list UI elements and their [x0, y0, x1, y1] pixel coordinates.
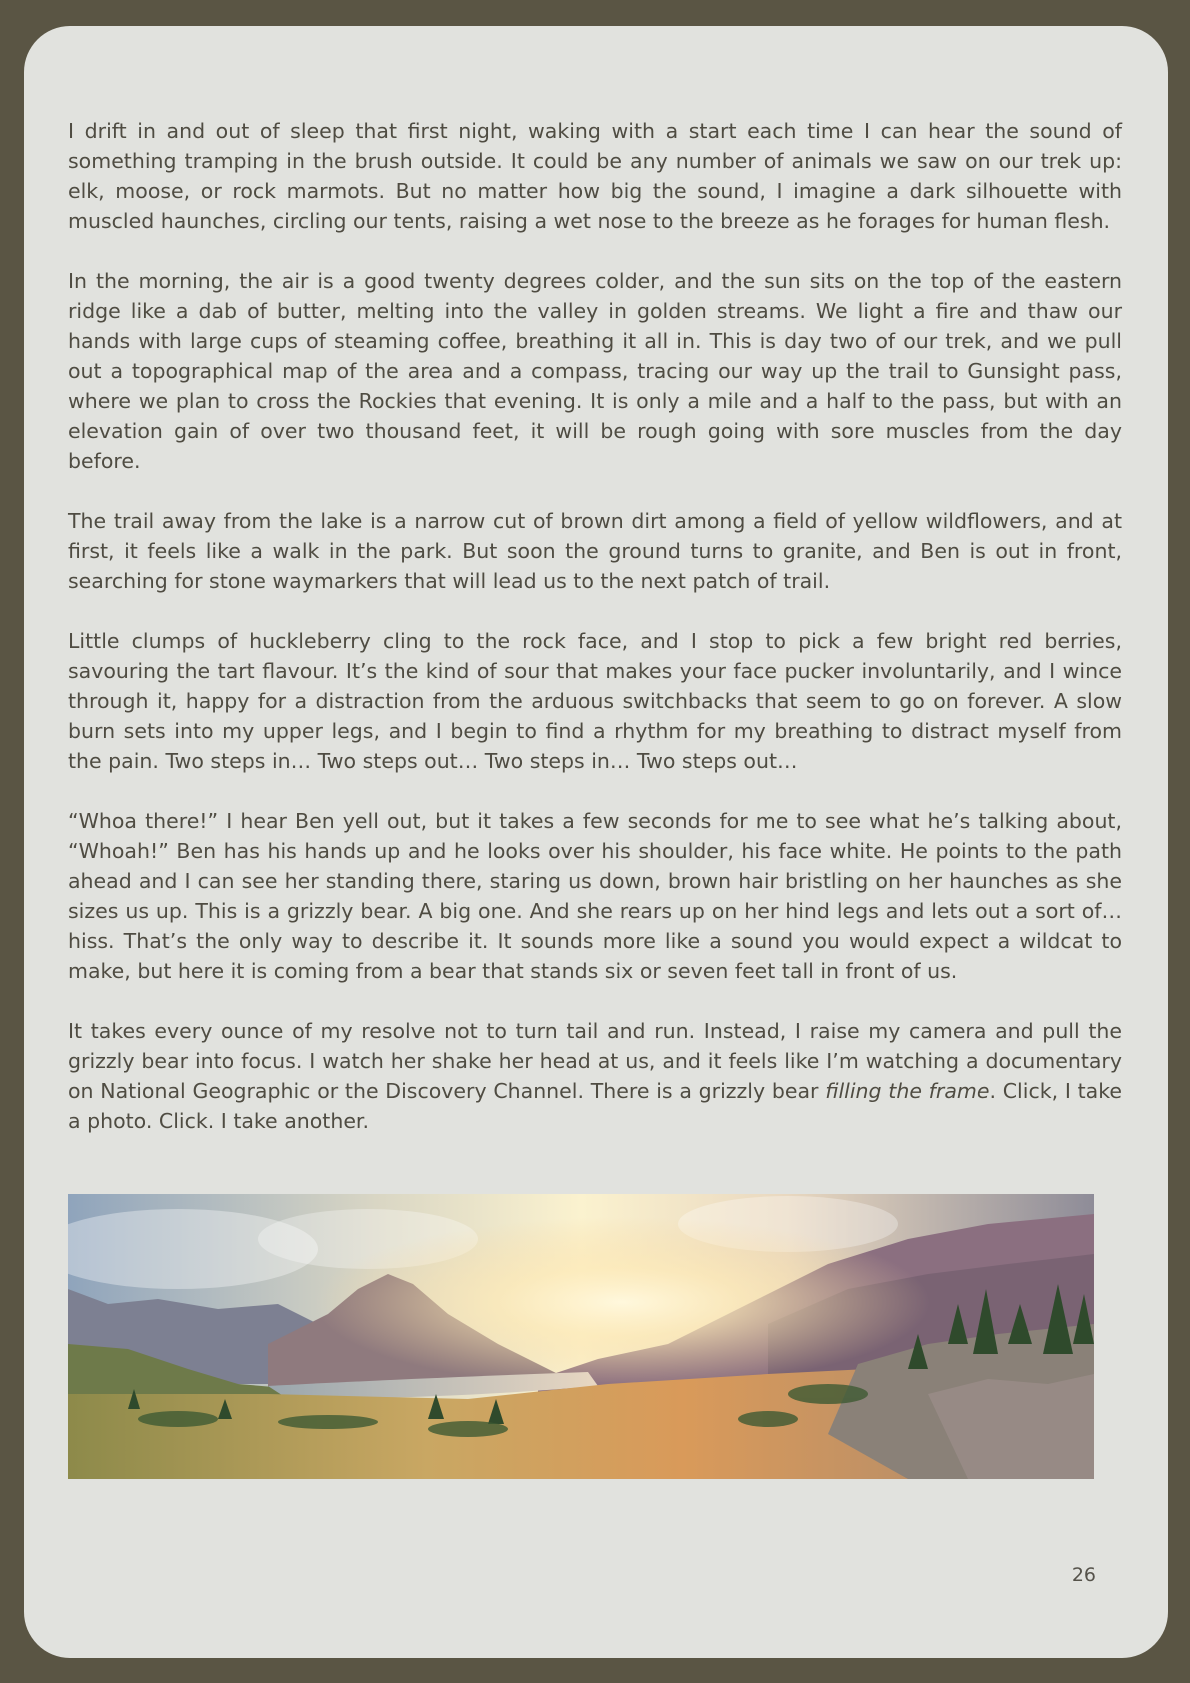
paragraph-1: I drift in and out of sleep that first night, waking with a start each time I can hear the sound of something tramping in the brush outside. It could be any number of animals we saw on our trek up: elk, moose, or rock marmots. But no matter how big the sound, I imagine a dark silhouette with muscled haunches, circling our tents, raising a wet nose to the breeze as he forages for human flesh.	[68, 119, 1122, 233]
mountain-panorama-photo	[68, 1194, 1094, 1479]
paragraph-4: Little clumps of huckleberry cling to the rock face, and I stop to pick a few bright red berries, savouring the tart flavour. It’s the kind of sour that makes your face pucker involuntarily, and I wince through it, happy for a distraction from the arduous switchbacks that seem to go on forever. A slow burn sets into my upper legs, and I begin to find a rhythm for my breathing to distract myself from the pain. Two steps in… Two steps out… Two steps in… Two steps out…	[68, 629, 1122, 773]
paragraph-3: The trail away from the lake is a narrow cut of brown dirt among a field of yellow wildflowers, and at first, it feels like a walk in the park. But soon the ground turns to granite, and Ben is out in front, searching for stone waymarkers that will lead us to the next patch of trail.	[68, 509, 1122, 593]
mountain-panorama-illustration	[68, 1194, 1094, 1479]
page-number: 26	[1071, 1564, 1096, 1586]
paragraph-6	[68, 1016, 1122, 1136]
paragraph-6-text-a: It takes every ounce of my resolve not to turn tail and run. Instead, I raise my camera and pull the grizzly bear into focus. I watch her shake her head at us, and it feels like I’m watching a documentary on National Geographic or the Discovery Channel. There is a grizzly bear	[68, 1019, 1122, 1103]
paragraph-2: In the morning, the air is a good twenty degrees colder, and the sun sits on the top of the eastern ridge like a dab of butter, melting into the valley in golden streams. We light a fire and thaw our hands with large cups of steaming coffee, breathing it all in. This is day two of our trek, and we pull out a topographical map of the area and a compass, tracing our way up the trail to Gunsight pass, where we plan to cross the Rockies that evening. It is only a mile and a half to the pass, but with an elevation gain of over two thousand feet, it will be rough going with sore muscles from the day before.	[68, 269, 1122, 473]
paragraph-5: “Whoa there!” I hear Ben yell out, but it takes a few seconds for me to see what he’s talking about, “Whoah!” Ben has his hands up and he looks over his shoulder, his face white. He points to the path ahead and I can see her standing there, staring us down, brown hair bristling on her haunches as she sizes us up. This is a grizzly bear. A big one. And she rears up on her hind legs and lets out a sort of… hiss. That’s the only way to describe it. It sounds more like a sound you would expect a wildcat to make, but here it is coming from a bear that stands six or seven feet tall in front of us.	[68, 809, 1122, 983]
paragraph-6-italic: filling the frame	[825, 1079, 990, 1103]
article-body	[68, 116, 1122, 1166]
page-card	[24, 26, 1168, 1658]
paragraph-6-text-b: . Click, I take a photo. Click. I take another.	[68, 1079, 1122, 1133]
